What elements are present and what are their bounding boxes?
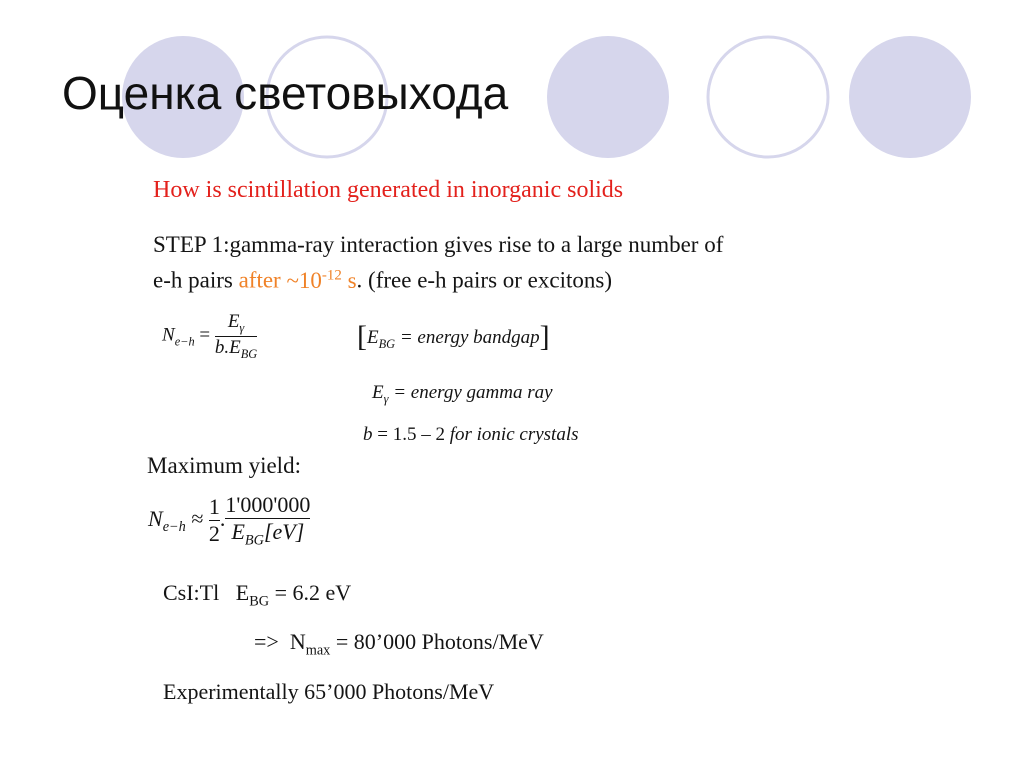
definition-bandgap-text: = energy bandgap: [399, 327, 540, 348]
formula-neh-numerator: $E_\gamma$: [215, 311, 257, 337]
definition-b-text: for ionic crystals: [449, 424, 579, 445]
definition-bandgap: [$E_{BG}$ = energy bandgap]: [357, 320, 550, 353]
step1-line1: STEP 1:gamma-ray interaction gives rise to a large number of: [153, 232, 724, 257]
csi-bandgap-value: = 6.2 eV: [274, 580, 352, 605]
question-heading: How is scintillation generated in inorganic solids: [153, 177, 624, 203]
csi-bandgap-line: CsI:Tl $E_{BG} = 6.2$ eV: [163, 580, 352, 610]
step1-after-word: after: [238, 267, 281, 293]
experimental-line: Experimentally 65’000 Photons/MeV: [163, 679, 495, 704]
step1-line2: [153, 260, 723, 296]
step1-rest: . (free e-h pairs or excitons): [356, 267, 612, 293]
max-yield-label: Maximum yield:: [147, 453, 301, 478]
slide-title: Оценка световыхода: [62, 67, 509, 119]
definition-b: b = 1.5 – 2 for ionic crystals: [363, 424, 579, 445]
csi-material: CsI:Tl: [163, 580, 220, 605]
definition-gamma: $E_\gamma$ = energy gamma ray: [372, 382, 553, 406]
formula-neh-denominator: $b.E_{BG}$: [214, 336, 258, 361]
step1-paragraph: [153, 229, 723, 296]
step1-unit: s: [347, 267, 357, 293]
formula-neh-lhs-sub: e−h: [174, 334, 195, 349]
formula-max-yield: $N_{e-h}$ ≈ $\frac{1}{2}$ . $\frac{1'000'000}{E_{BG}[eV]}$: [148, 492, 311, 549]
formula-neh-fraction: [215, 311, 257, 362]
nmax-value: = 80’000 Photons/MeV: [335, 629, 544, 654]
formula-max-yield-approx: ≈: [191, 505, 204, 531]
definition-gamma-text: = energy gamma ray: [393, 382, 553, 403]
formula-max-yield-fraction: $\frac{1'000'000}{E_{BG}[eV]}$: [225, 492, 311, 549]
nmax-line: => $N_{max}$ = 80’000 Photons/MeV: [254, 629, 544, 659]
formula-neh-lhs: N: [162, 324, 175, 346]
step1-approx: $\sim 10^{-12}$ s: [286, 267, 357, 293]
definition-b-value: 1.5 – 2: [392, 424, 445, 445]
step1-line2-start: e-h pairs: [153, 267, 233, 293]
formula-neh: [162, 311, 257, 362]
decor-circle-outline: [708, 37, 828, 157]
decor-circle-filled: [547, 36, 669, 158]
formula-neh-equals: =: [199, 324, 211, 346]
formula-max-yield-half: $\frac{1}{2}$: [208, 494, 220, 547]
decor-circle-filled: [849, 36, 971, 158]
step1-exponent: -12: [321, 267, 342, 283]
